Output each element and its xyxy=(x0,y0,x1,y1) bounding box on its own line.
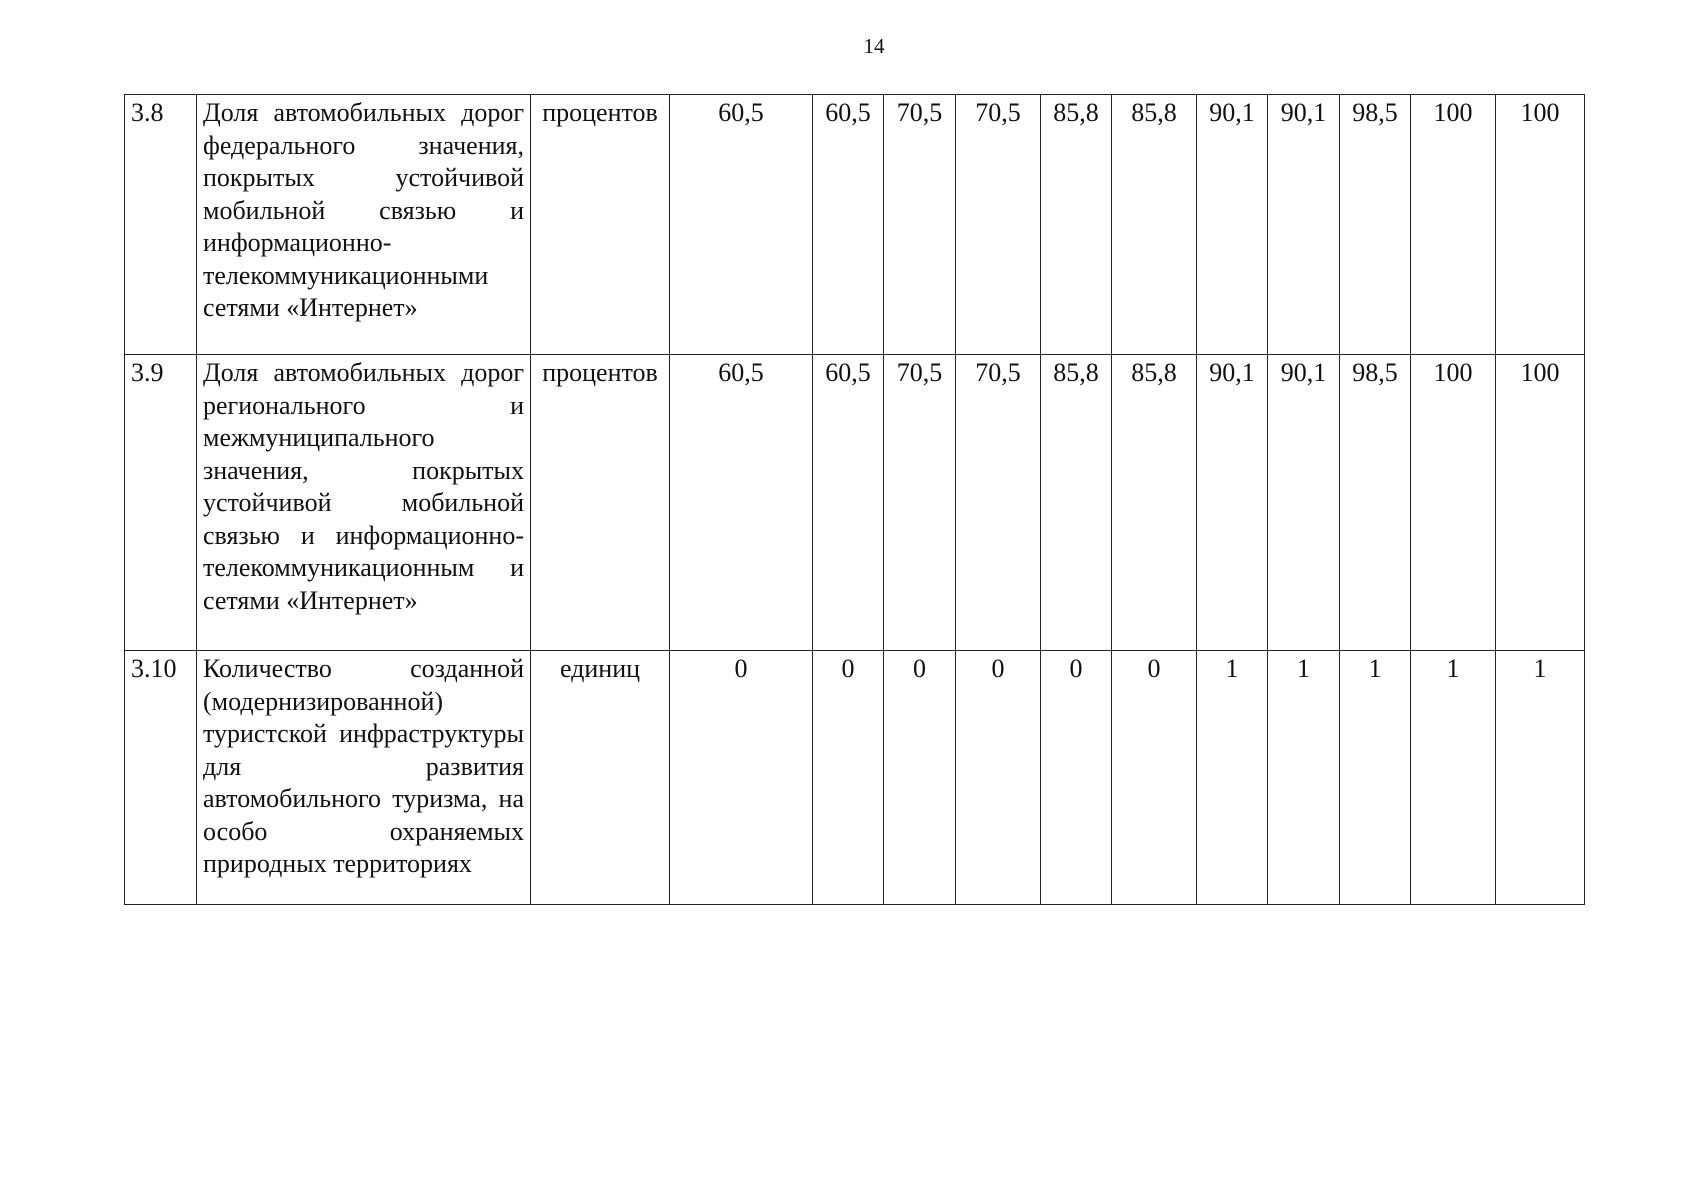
row-value: 70,5 xyxy=(956,95,1041,355)
row-value: 85,8 xyxy=(1112,355,1197,651)
row-value: 90,1 xyxy=(1197,95,1268,355)
row-value: 1 xyxy=(1496,651,1585,905)
row-value: 70,5 xyxy=(884,355,956,651)
row-value: 100 xyxy=(1411,355,1496,651)
row-value: 0 xyxy=(1112,651,1197,905)
row-number: 3.8 xyxy=(125,95,197,355)
row-value: 100 xyxy=(1496,95,1585,355)
row-value: 1 xyxy=(1197,651,1268,905)
page-number: 14 xyxy=(863,34,885,58)
row-value: 0 xyxy=(956,651,1041,905)
row-value: 85,8 xyxy=(1112,95,1197,355)
row-value: 90,1 xyxy=(1268,355,1340,651)
row-value: 60,5 xyxy=(813,355,884,651)
row-unit: единиц xyxy=(531,651,670,905)
row-description: Количество созданной (модернизированной) туристской инфраструктуры для развития автомобильного туризма, на особо охраняемых природных территориях xyxy=(197,651,531,905)
row-value: 60,5 xyxy=(813,95,884,355)
row-value: 60,5 xyxy=(670,355,813,651)
row-description: Доля автомобильных дорог регионального и межмуниципального значения, покрытых устойчивой мобильной связью и информационно-телекоммуникационным и сетями «Интернет» xyxy=(197,355,531,651)
row-number: 3.9 xyxy=(125,355,197,651)
row-number: 3.10 xyxy=(125,651,197,905)
row-value: 1 xyxy=(1340,651,1411,905)
table-row xyxy=(125,355,1585,651)
table-row xyxy=(125,651,1585,905)
row-value: 100 xyxy=(1411,95,1496,355)
row-value: 0 xyxy=(670,651,813,905)
table-row xyxy=(125,95,1585,355)
row-value: 90,1 xyxy=(1268,95,1340,355)
row-value: 70,5 xyxy=(884,95,956,355)
row-unit: процентов xyxy=(531,355,670,651)
row-value: 0 xyxy=(884,651,956,905)
row-value: 60,5 xyxy=(670,95,813,355)
row-value: 98,5 xyxy=(1340,355,1411,651)
indicators-table xyxy=(124,94,1585,905)
row-value: 98,5 xyxy=(1340,95,1411,355)
row-value: 85,8 xyxy=(1041,95,1112,355)
row-value: 85,8 xyxy=(1041,355,1112,651)
row-value: 1 xyxy=(1411,651,1496,905)
row-unit: процентов xyxy=(531,95,670,355)
row-value: 100 xyxy=(1496,355,1585,651)
row-value: 1 xyxy=(1268,651,1340,905)
row-value: 90,1 xyxy=(1197,355,1268,651)
row-description: Доля автомобильных дорог федерального значения, покрытых устойчивой мобильной связью и информационно-телекоммуникационными сетями «Интернет» xyxy=(197,95,531,355)
row-value: 0 xyxy=(813,651,884,905)
row-value: 70,5 xyxy=(956,355,1041,651)
row-value: 0 xyxy=(1041,651,1112,905)
